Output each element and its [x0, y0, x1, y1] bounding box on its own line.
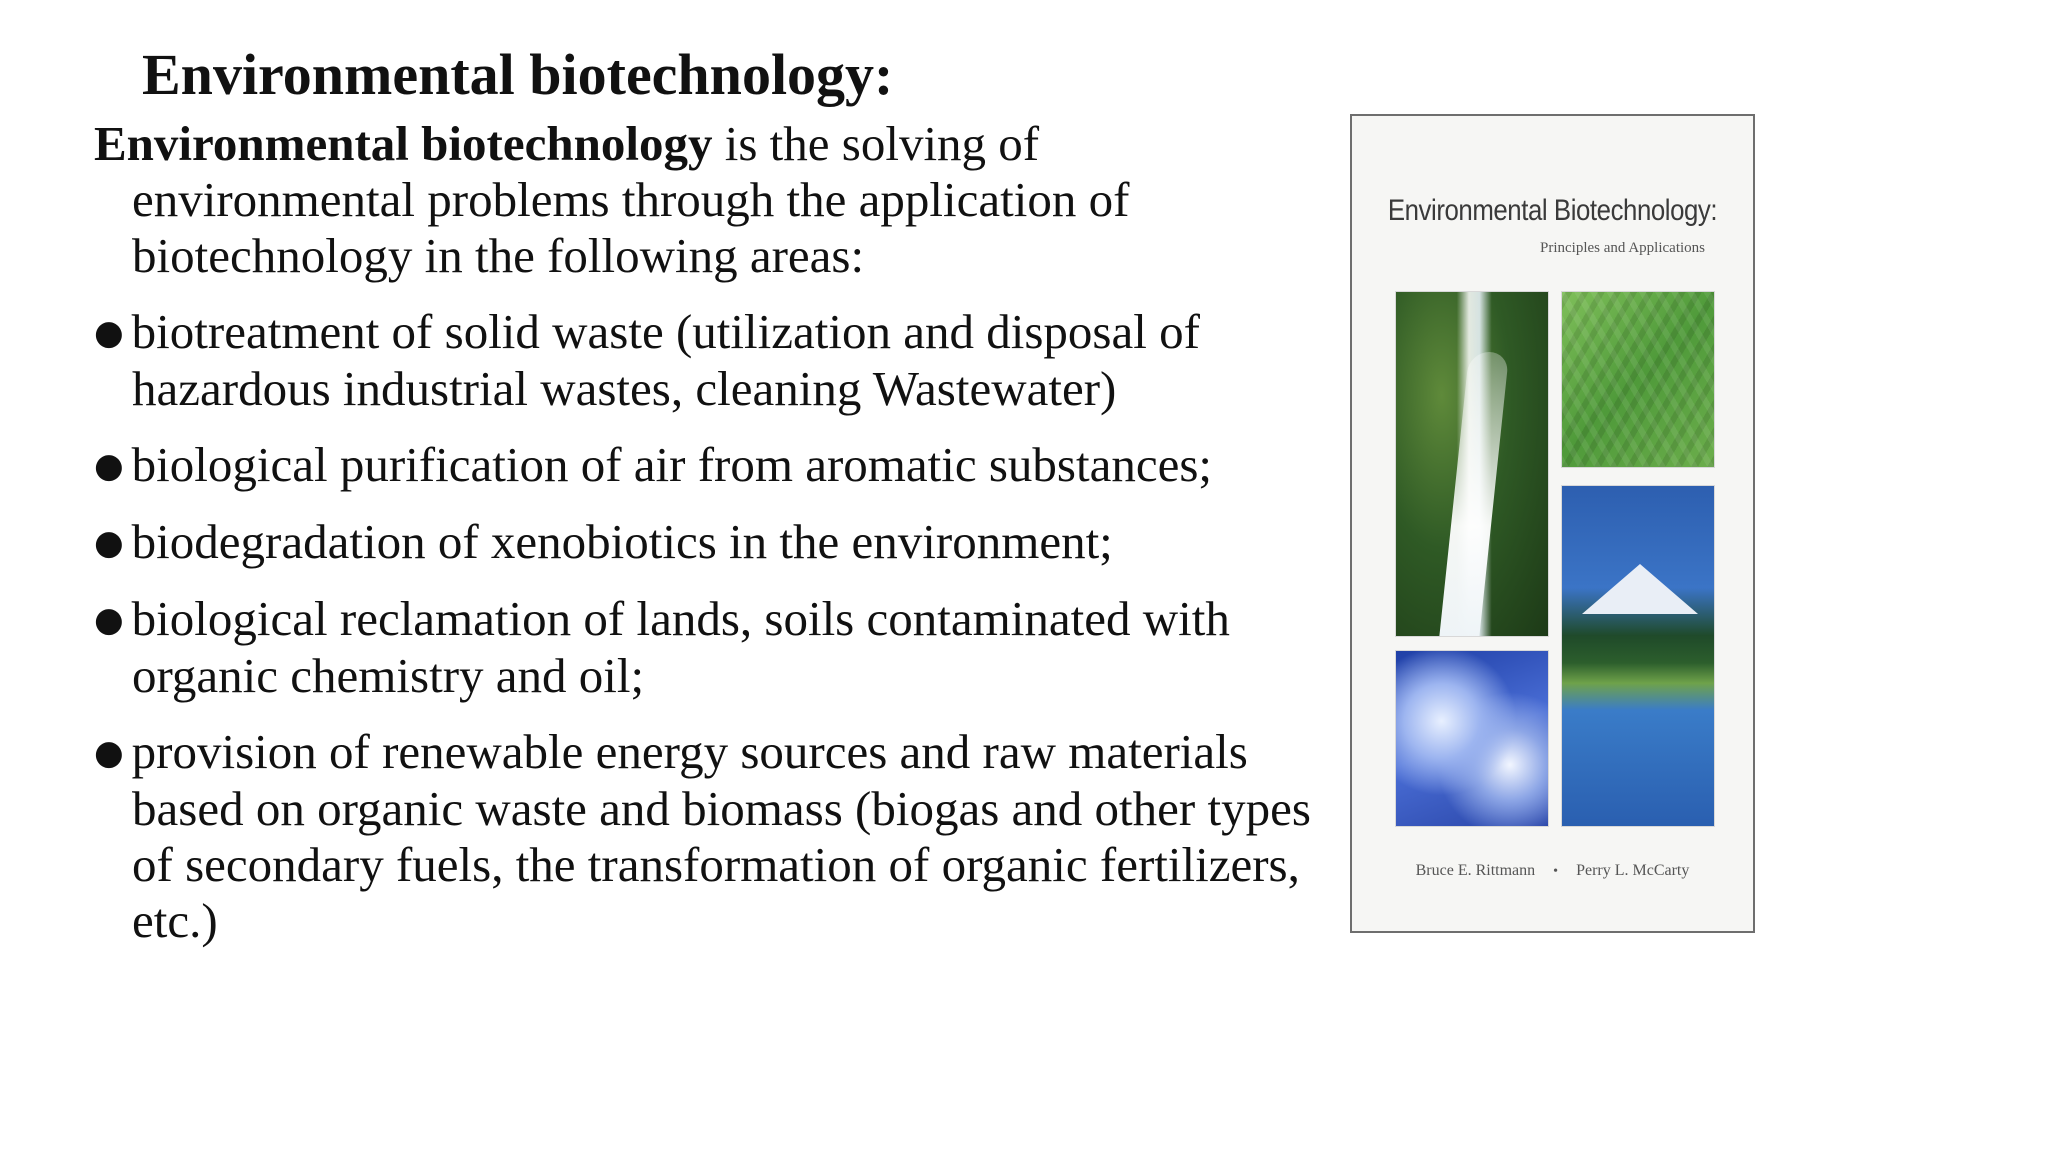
waterfall-photo	[1396, 292, 1548, 636]
slide-body	[94, 116, 1334, 969]
bullet-text: biotreatment of solid waste (utilization and disposal of hazardous industrial wastes, cleaning Wastewater)	[131, 304, 1200, 416]
intro-term: Environmental biotechnology	[94, 116, 713, 171]
bullet-item	[94, 591, 1334, 704]
book-author-2: Perry L. McCarty	[1576, 862, 1690, 879]
author-separator: •	[1553, 864, 1559, 879]
book-authors	[1352, 862, 1753, 880]
slide-title: Environmental biotechnology:	[142, 42, 894, 107]
bullet-item	[94, 437, 1334, 494]
mountain-lake-photo	[1562, 486, 1714, 826]
bullet-item	[94, 514, 1334, 571]
book-author-1: Bruce E. Rittmann	[1415, 862, 1536, 879]
book-subtitle: Principles and Applications	[1540, 240, 1705, 256]
book-cover-image	[1350, 114, 1755, 933]
bullet-icon: ●	[94, 313, 124, 353]
bullet-item	[94, 724, 1334, 949]
book-title: Environmental Biotechnology:	[1387, 194, 1718, 227]
bullet-icon: ●	[94, 446, 124, 486]
bullet-item	[94, 304, 1334, 417]
bullet-text: provision of renewable energy sources and raw materials based on organic waste and biomass (biogas and other types of secondary fuels, the transformation of organic fertilizers, etc.)	[131, 724, 1311, 948]
bullet-icon: ●	[94, 733, 124, 773]
intro-text: is the solving of environmental problems through the application of biotechnology in the following areas:	[132, 116, 1130, 283]
bullet-text: biological purification of air from aromatic substances;	[131, 437, 1213, 492]
bullet-icon: ●	[94, 523, 124, 563]
grass-photo	[1562, 292, 1714, 467]
bullet-text: biodegradation of xenobiotics in the environment;	[131, 514, 1113, 569]
intro-paragraph	[94, 116, 1334, 284]
bullet-text: biological reclamation of lands, soils contaminated with organic chemistry and oil;	[131, 591, 1230, 703]
bullet-icon: ●	[94, 600, 124, 640]
water-stream-photo	[1396, 651, 1548, 826]
